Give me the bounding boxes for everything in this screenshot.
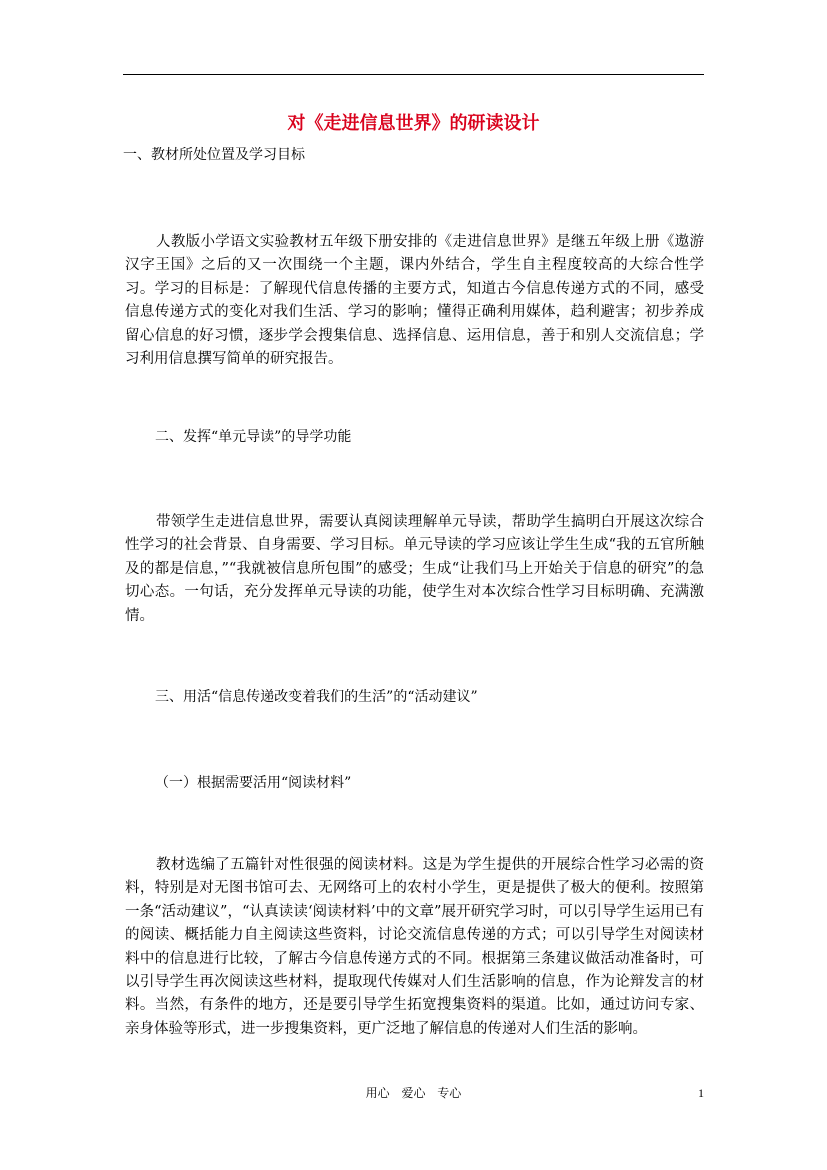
section-3-subheading: （一）根据需要活用“阅读材料” [155, 775, 352, 791]
header-rule [123, 74, 704, 75]
section-2-heading: 二、发挥“单元导读”的导学功能 [155, 429, 352, 445]
section-3-paragraph: 教材选编了五篇针对性很强的阅读材料。这是为学生提供的开展综合性学习必需的资料，特别是对无图书馆可去、无网络可上的农村小学生，更是提供了极大的便利。按照第一条“活动建议”，“认真读读‘阅读材料’中的文章”展开研究学习时，可以引导学生运用已有的阅读、概括能力自主阅读这些资料，讨论交流信息传递的方式；可以引导学生对阅读材料中的信息进行比较，了解古今信息传递方式的不同。根据第三条建议做活动准备时，可以引导学生再次阅读这些材料，提取现代传媒对人们生活影响的信息，作为论辩发言的材料。当然，有条件的地方，还是要引导学生拓宽搜集资料的渠道。比如，通过访问专家、亲身体验等形式，进一步搜集资料，更广泛地了解信息的传递对人们生活的影响。 [125, 857, 704, 1037]
section-1-heading: 一、教材所处位置及学习目标 [123, 147, 305, 163]
section-1-paragraph: 人教版小学语文实验教材五年级下册安排的《走进信息世界》是继五年级上册《遨游汉字王国》之后的又一次围绕一个主题，课内外结合，学生自主程度较高的大综合性学习。学习的目标是：了解现代信息传播的主要方式，知道古今信息传递方式的不同，感受信息传递方式的变化对我们生活、学习的影响；懂得正确利用媒体，趋利避害；初步养成留心信息的好习惯，逐步学会搜集信息、选择信息、运用信息，善于和别人交流信息；学习利用信息撰写简单的研究报告。 [125, 234, 704, 368]
footer-motto: 用心 爱心 专心 [365, 1086, 462, 1100]
section-3-heading: 三、用活“信息传递改变着我们的生活”的“活动建议” [155, 689, 478, 705]
page-number: 1 [698, 1086, 704, 1100]
section-2-paragraph: 带领学生走进信息世界，需要认真阅读理解单元导读，帮助学生搞明白开展这次综合性学习的社会背景、自身需要、学习目标。单元导读的学习应该让学生生成“我的五官所触及的都是信息，”“我就被信息所包围”的感受；生成“让我们马上开始关于信息的研究”的急切心态。一句话，充分发挥单元导读的功能，使学生对本次综合性学习目标明确、充满激情。 [125, 514, 704, 624]
document-title: 对《走进信息世界》的研读设计 [287, 113, 540, 134]
